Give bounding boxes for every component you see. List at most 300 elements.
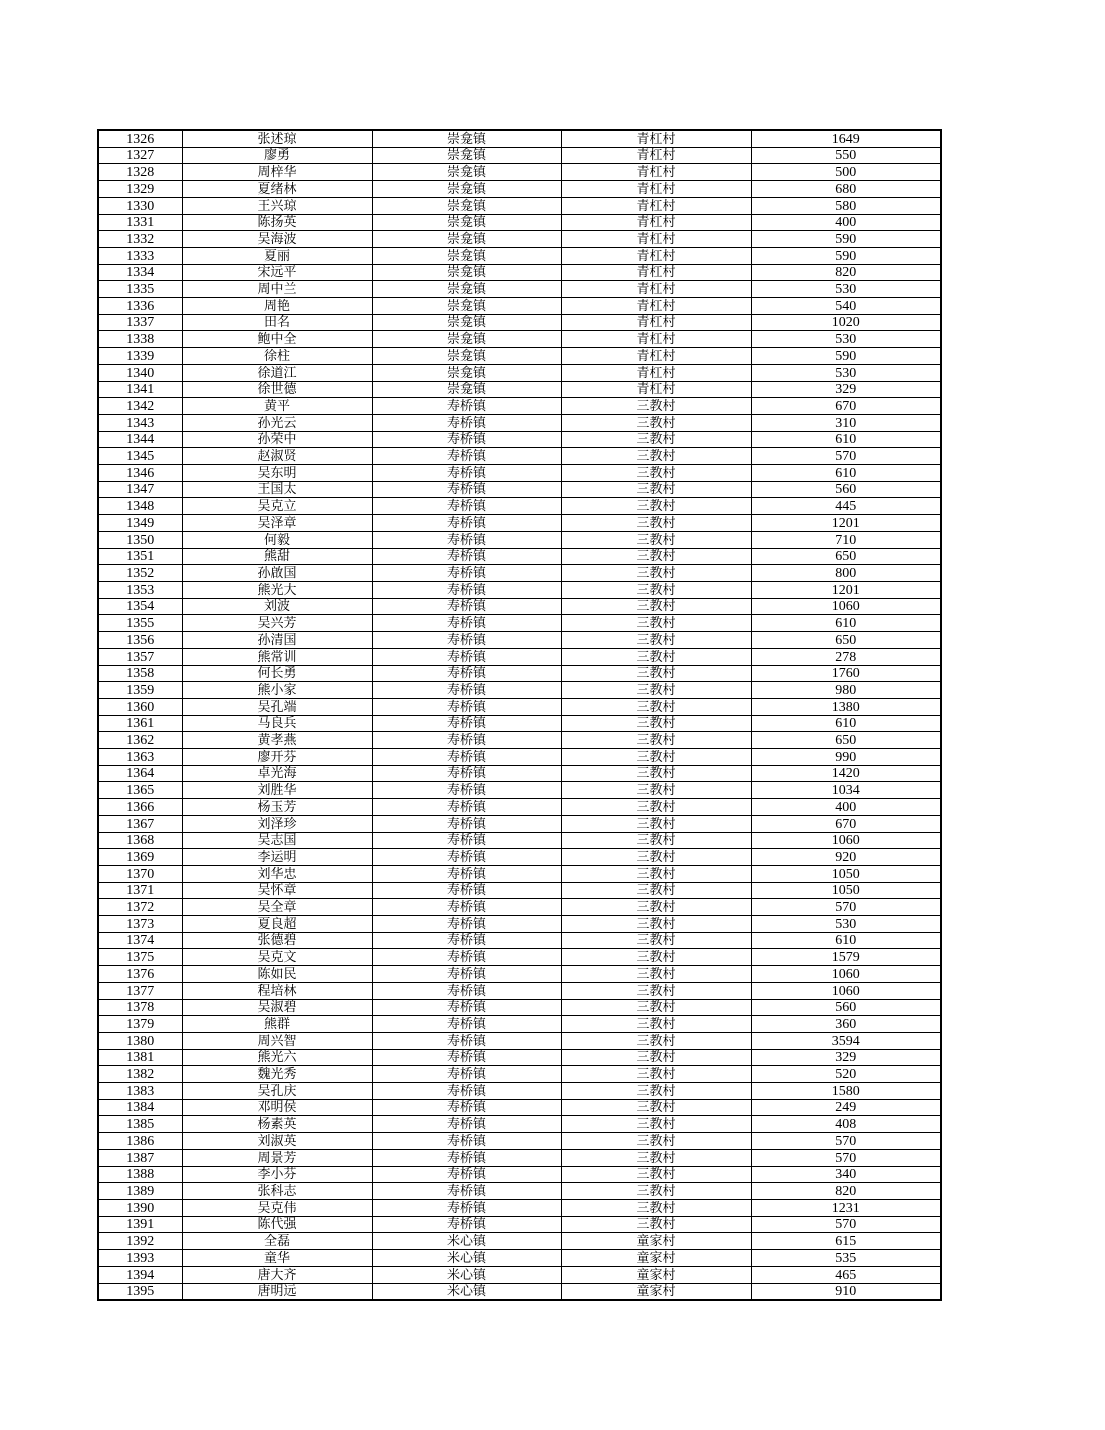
- table-row: [98, 1133, 941, 1150]
- cell-row-number: 1372: [98, 899, 182, 916]
- cell-row-number: 1355: [98, 615, 182, 632]
- table-row: [98, 932, 941, 949]
- cell-amount: 1231: [751, 1200, 941, 1217]
- cell-person-name: 李运明: [182, 849, 372, 866]
- cell-person-name: 刘胜华: [182, 782, 372, 799]
- cell-person-name: 黄孝燕: [182, 732, 372, 749]
- cell-amount: 530: [751, 281, 941, 298]
- cell-town: 寿桥镇: [372, 398, 561, 415]
- cell-village: 三教村: [561, 899, 751, 916]
- table-row: [98, 481, 941, 498]
- cell-row-number: 1345: [98, 448, 182, 465]
- cell-row-number: 1365: [98, 782, 182, 799]
- cell-town: 寿桥镇: [372, 782, 561, 799]
- cell-row-number: 1359: [98, 682, 182, 699]
- cell-amount: 920: [751, 849, 941, 866]
- cell-village: 青杠村: [561, 348, 751, 365]
- cell-village: 三教村: [561, 749, 751, 766]
- cell-person-name: 周梓华: [182, 164, 372, 181]
- cell-amount: 820: [751, 1183, 941, 1200]
- table-row: [98, 1066, 941, 1083]
- cell-row-number: 1351: [98, 548, 182, 565]
- cell-amount: 445: [751, 498, 941, 515]
- cell-village: 三教村: [561, 581, 751, 598]
- cell-person-name: 杨素英: [182, 1116, 372, 1133]
- cell-person-name: 鲍中全: [182, 331, 372, 348]
- cell-row-number: 1329: [98, 181, 182, 198]
- cell-row-number: 1350: [98, 531, 182, 548]
- cell-amount: 1380: [751, 698, 941, 715]
- cell-person-name: 徐柱: [182, 348, 372, 365]
- cell-amount: 249: [751, 1099, 941, 1116]
- cell-town: 寿桥镇: [372, 615, 561, 632]
- table-row: [98, 698, 941, 715]
- cell-amount: 560: [751, 481, 941, 498]
- table-row: [98, 1283, 941, 1300]
- cell-person-name: 孙光云: [182, 414, 372, 431]
- cell-village: 三教村: [561, 515, 751, 532]
- table-row: [98, 1032, 941, 1049]
- cell-village: 三教村: [561, 1200, 751, 1217]
- cell-amount: 1060: [751, 966, 941, 983]
- cell-row-number: 1383: [98, 1083, 182, 1100]
- cell-town: 寿桥镇: [372, 531, 561, 548]
- cell-row-number: 1337: [98, 314, 182, 331]
- table-row: [98, 665, 941, 682]
- cell-person-name: 吴克立: [182, 498, 372, 515]
- cell-village: 三教村: [561, 832, 751, 849]
- table-row: [98, 431, 941, 448]
- cell-amount: 1201: [751, 515, 941, 532]
- cell-amount: 1649: [751, 130, 941, 147]
- cell-amount: 550: [751, 147, 941, 164]
- cell-amount: 570: [751, 899, 941, 916]
- cell-town: 寿桥镇: [372, 1083, 561, 1100]
- cell-row-number: 1393: [98, 1250, 182, 1267]
- cell-person-name: 吴泽章: [182, 515, 372, 532]
- cell-person-name: 黄平: [182, 398, 372, 415]
- cell-row-number: 1381: [98, 1049, 182, 1066]
- cell-village: 三教村: [561, 648, 751, 665]
- table-row: [98, 899, 941, 916]
- table-row: [98, 1200, 941, 1217]
- cell-person-name: 徐道江: [182, 364, 372, 381]
- table-row: [98, 1049, 941, 1066]
- cell-person-name: 赵淑贤: [182, 448, 372, 465]
- table-row: [98, 782, 941, 799]
- cell-village: 三教村: [561, 1066, 751, 1083]
- cell-amount: 670: [751, 815, 941, 832]
- cell-town: 崇龛镇: [372, 264, 561, 281]
- table-row: [98, 999, 941, 1016]
- cell-person-name: 刘淑英: [182, 1133, 372, 1150]
- cell-person-name: 周艳: [182, 298, 372, 315]
- cell-village: 三教村: [561, 732, 751, 749]
- table-body: [98, 130, 941, 1300]
- table-row: [98, 849, 941, 866]
- cell-amount: 570: [751, 1149, 941, 1166]
- cell-town: 寿桥镇: [372, 1166, 561, 1183]
- table-row: [98, 1083, 941, 1100]
- cell-village: 青杠村: [561, 364, 751, 381]
- table-row: [98, 682, 941, 699]
- table-row: [98, 331, 941, 348]
- table-row: [98, 966, 941, 983]
- cell-village: 三教村: [561, 849, 751, 866]
- cell-person-name: 徐世德: [182, 381, 372, 398]
- cell-person-name: 吴怀章: [182, 882, 372, 899]
- cell-person-name: 张述琼: [182, 130, 372, 147]
- cell-row-number: 1379: [98, 1016, 182, 1033]
- cell-amount: 465: [751, 1266, 941, 1283]
- cell-village: 三教村: [561, 1166, 751, 1183]
- cell-amount: 1201: [751, 581, 941, 598]
- table-row: [98, 414, 941, 431]
- cell-town: 崇龛镇: [372, 364, 561, 381]
- cell-row-number: 1347: [98, 481, 182, 498]
- cell-row-number: 1377: [98, 982, 182, 999]
- table-row: [98, 247, 941, 264]
- cell-person-name: 邓明侯: [182, 1099, 372, 1116]
- table-row: [98, 1166, 941, 1183]
- cell-row-number: 1363: [98, 749, 182, 766]
- cell-person-name: 陈扬英: [182, 214, 372, 231]
- cell-amount: 590: [751, 348, 941, 365]
- cell-amount: 530: [751, 364, 941, 381]
- cell-village: 三教村: [561, 1216, 751, 1233]
- cell-town: 寿桥镇: [372, 732, 561, 749]
- cell-village: 三教村: [561, 1183, 751, 1200]
- cell-village: 青杠村: [561, 214, 751, 231]
- cell-town: 寿桥镇: [372, 1049, 561, 1066]
- table-row: [98, 465, 941, 482]
- cell-person-name: 熊小家: [182, 682, 372, 699]
- cell-row-number: 1348: [98, 498, 182, 515]
- cell-row-number: 1357: [98, 648, 182, 665]
- cell-village: 三教村: [561, 632, 751, 649]
- cell-row-number: 1364: [98, 765, 182, 782]
- cell-town: 寿桥镇: [372, 1016, 561, 1033]
- table-row: [98, 281, 941, 298]
- cell-person-name: 刘波: [182, 598, 372, 615]
- cell-town: 崇龛镇: [372, 281, 561, 298]
- table-row: [98, 364, 941, 381]
- cell-person-name: 熊群: [182, 1016, 372, 1033]
- table-row: [98, 749, 941, 766]
- cell-town: 寿桥镇: [372, 899, 561, 916]
- table-row: [98, 548, 941, 565]
- cell-amount: 910: [751, 1283, 941, 1300]
- cell-row-number: 1326: [98, 130, 182, 147]
- cell-person-name: 熊常训: [182, 648, 372, 665]
- table-row: [98, 1250, 941, 1267]
- cell-amount: 1050: [751, 882, 941, 899]
- cell-amount: 610: [751, 932, 941, 949]
- cell-amount: 1050: [751, 865, 941, 882]
- cell-row-number: 1339: [98, 348, 182, 365]
- cell-row-number: 1385: [98, 1116, 182, 1133]
- cell-village: 青杠村: [561, 181, 751, 198]
- cell-village: 三教村: [561, 498, 751, 515]
- cell-row-number: 1387: [98, 1149, 182, 1166]
- cell-town: 寿桥镇: [372, 949, 561, 966]
- table-row: [98, 1149, 941, 1166]
- cell-town: 寿桥镇: [372, 815, 561, 832]
- cell-row-number: 1380: [98, 1032, 182, 1049]
- cell-village: 童家村: [561, 1233, 751, 1250]
- cell-town: 寿桥镇: [372, 849, 561, 866]
- cell-row-number: 1366: [98, 799, 182, 816]
- cell-amount: 610: [751, 431, 941, 448]
- table-row: [98, 581, 941, 598]
- cell-village: 三教村: [561, 882, 751, 899]
- cell-row-number: 1382: [98, 1066, 182, 1083]
- cell-village: 三教村: [561, 1149, 751, 1166]
- cell-town: 寿桥镇: [372, 431, 561, 448]
- cell-amount: 520: [751, 1066, 941, 1083]
- cell-row-number: 1335: [98, 281, 182, 298]
- table-row: [98, 264, 941, 281]
- cell-town: 寿桥镇: [372, 799, 561, 816]
- table-row: [98, 214, 941, 231]
- cell-amount: 540: [751, 298, 941, 315]
- cell-amount: 329: [751, 1049, 941, 1066]
- cell-town: 寿桥镇: [372, 414, 561, 431]
- cell-town: 寿桥镇: [372, 498, 561, 515]
- cell-amount: 670: [751, 398, 941, 415]
- cell-person-name: 熊光大: [182, 581, 372, 598]
- data-table: [97, 129, 942, 1301]
- cell-row-number: 1374: [98, 932, 182, 949]
- table-row: [98, 181, 941, 198]
- cell-amount: 1060: [751, 598, 941, 615]
- cell-amount: 310: [751, 414, 941, 431]
- table-row: [98, 1099, 941, 1116]
- cell-row-number: 1361: [98, 715, 182, 732]
- cell-village: 三教村: [561, 1099, 751, 1116]
- cell-village: 三教村: [561, 966, 751, 983]
- cell-village: 青杠村: [561, 331, 751, 348]
- table-row: [98, 164, 941, 181]
- cell-row-number: 1395: [98, 1283, 182, 1300]
- cell-person-name: 魏光秀: [182, 1066, 372, 1083]
- cell-amount: 820: [751, 264, 941, 281]
- cell-village: 三教村: [561, 1016, 751, 1033]
- cell-row-number: 1336: [98, 298, 182, 315]
- cell-town: 寿桥镇: [372, 966, 561, 983]
- cell-town: 寿桥镇: [372, 1149, 561, 1166]
- cell-person-name: 李小芬: [182, 1166, 372, 1183]
- cell-village: 青杠村: [561, 130, 751, 147]
- cell-village: 三教村: [561, 431, 751, 448]
- cell-person-name: 孙荣中: [182, 431, 372, 448]
- table-row: [98, 715, 941, 732]
- cell-person-name: 张科志: [182, 1183, 372, 1200]
- cell-village: 三教村: [561, 1049, 751, 1066]
- cell-village: 三教村: [561, 448, 751, 465]
- cell-town: 寿桥镇: [372, 999, 561, 1016]
- cell-village: 青杠村: [561, 247, 751, 264]
- cell-town: 崇龛镇: [372, 348, 561, 365]
- cell-village: 童家村: [561, 1283, 751, 1300]
- cell-row-number: 1389: [98, 1183, 182, 1200]
- cell-person-name: 何毅: [182, 531, 372, 548]
- cell-town: 寿桥镇: [372, 682, 561, 699]
- cell-village: 青杠村: [561, 298, 751, 315]
- cell-row-number: 1358: [98, 665, 182, 682]
- table-row: [98, 231, 941, 248]
- cell-row-number: 1338: [98, 331, 182, 348]
- cell-amount: 650: [751, 732, 941, 749]
- cell-town: 寿桥镇: [372, 882, 561, 899]
- cell-row-number: 1328: [98, 164, 182, 181]
- cell-village: 青杠村: [561, 197, 751, 214]
- cell-town: 寿桥镇: [372, 1032, 561, 1049]
- cell-person-name: 夏绪林: [182, 181, 372, 198]
- cell-village: 三教村: [561, 615, 751, 632]
- cell-village: 三教村: [561, 1083, 751, 1100]
- cell-town: 崇龛镇: [372, 331, 561, 348]
- table-row: [98, 865, 941, 882]
- cell-amount: 610: [751, 715, 941, 732]
- cell-village: 三教村: [561, 782, 751, 799]
- cell-row-number: 1360: [98, 698, 182, 715]
- cell-town: 寿桥镇: [372, 1116, 561, 1133]
- cell-person-name: 孙清国: [182, 632, 372, 649]
- cell-row-number: 1344: [98, 431, 182, 448]
- cell-row-number: 1354: [98, 598, 182, 615]
- cell-town: 崇龛镇: [372, 231, 561, 248]
- cell-amount: 278: [751, 648, 941, 665]
- cell-village: 三教村: [561, 398, 751, 415]
- cell-person-name: 周景芳: [182, 1149, 372, 1166]
- table-row: [98, 799, 941, 816]
- cell-row-number: 1352: [98, 565, 182, 582]
- cell-person-name: 马良兵: [182, 715, 372, 732]
- cell-town: 崇龛镇: [372, 130, 561, 147]
- cell-amount: 590: [751, 247, 941, 264]
- cell-person-name: 杨玉芳: [182, 799, 372, 816]
- cell-amount: 360: [751, 1016, 941, 1033]
- cell-village: 三教村: [561, 698, 751, 715]
- cell-amount: 1579: [751, 949, 941, 966]
- cell-row-number: 1368: [98, 832, 182, 849]
- cell-row-number: 1371: [98, 882, 182, 899]
- cell-amount: 329: [751, 381, 941, 398]
- table-row: [98, 832, 941, 849]
- cell-town: 崇龛镇: [372, 298, 561, 315]
- cell-person-name: 周中兰: [182, 281, 372, 298]
- cell-amount: 570: [751, 448, 941, 465]
- cell-row-number: 1378: [98, 999, 182, 1016]
- table-row: [98, 398, 941, 415]
- table-row: [98, 1116, 941, 1133]
- cell-town: 寿桥镇: [372, 1099, 561, 1116]
- table-row: [98, 765, 941, 782]
- cell-row-number: 1367: [98, 815, 182, 832]
- cell-town: 寿桥镇: [372, 481, 561, 498]
- table-row: [98, 916, 941, 933]
- cell-row-number: 1370: [98, 865, 182, 882]
- cell-amount: 615: [751, 1233, 941, 1250]
- table-row: [98, 598, 941, 615]
- table-row: [98, 1233, 941, 1250]
- cell-person-name: 全磊: [182, 1233, 372, 1250]
- cell-person-name: 吴兴芳: [182, 615, 372, 632]
- cell-village: 三教村: [561, 715, 751, 732]
- cell-amount: 650: [751, 548, 941, 565]
- cell-town: 崇龛镇: [372, 197, 561, 214]
- cell-amount: 1580: [751, 1083, 941, 1100]
- cell-town: 崇龛镇: [372, 164, 561, 181]
- cell-row-number: 1334: [98, 264, 182, 281]
- cell-amount: 990: [751, 749, 941, 766]
- cell-person-name: 张德碧: [182, 932, 372, 949]
- cell-person-name: 熊甜: [182, 548, 372, 565]
- cell-person-name: 程培林: [182, 982, 372, 999]
- cell-amount: 530: [751, 916, 941, 933]
- cell-village: 三教村: [561, 465, 751, 482]
- cell-village: 三教村: [561, 799, 751, 816]
- cell-town: 崇龛镇: [372, 381, 561, 398]
- cell-amount: 800: [751, 565, 941, 582]
- cell-town: 寿桥镇: [372, 515, 561, 532]
- cell-amount: 500: [751, 164, 941, 181]
- table-row: [98, 147, 941, 164]
- cell-person-name: 吴全章: [182, 899, 372, 916]
- table-row: [98, 448, 941, 465]
- cell-amount: 3594: [751, 1032, 941, 1049]
- cell-village: 三教村: [561, 765, 751, 782]
- cell-row-number: 1394: [98, 1266, 182, 1283]
- cell-village: 青杠村: [561, 264, 751, 281]
- cell-village: 青杠村: [561, 147, 751, 164]
- cell-town: 寿桥镇: [372, 865, 561, 882]
- cell-amount: 340: [751, 1166, 941, 1183]
- cell-row-number: 1341: [98, 381, 182, 398]
- cell-row-number: 1386: [98, 1133, 182, 1150]
- cell-village: 青杠村: [561, 314, 751, 331]
- cell-town: 寿桥镇: [372, 1216, 561, 1233]
- table-row: [98, 615, 941, 632]
- cell-person-name: 宋远平: [182, 264, 372, 281]
- cell-village: 三教村: [561, 481, 751, 498]
- cell-town: 米心镇: [372, 1233, 561, 1250]
- cell-town: 寿桥镇: [372, 598, 561, 615]
- cell-town: 崇龛镇: [372, 314, 561, 331]
- cell-row-number: 1390: [98, 1200, 182, 1217]
- cell-village: 三教村: [561, 932, 751, 949]
- cell-person-name: 廖勇: [182, 147, 372, 164]
- cell-village: 童家村: [561, 1250, 751, 1267]
- cell-village: 三教村: [561, 682, 751, 699]
- cell-person-name: 吴克伟: [182, 1200, 372, 1217]
- cell-person-name: 陈如民: [182, 966, 372, 983]
- cell-village: 三教村: [561, 815, 751, 832]
- cell-village: 三教村: [561, 665, 751, 682]
- cell-town: 寿桥镇: [372, 749, 561, 766]
- cell-village: 童家村: [561, 1266, 751, 1283]
- cell-row-number: 1342: [98, 398, 182, 415]
- cell-person-name: 夏良超: [182, 916, 372, 933]
- cell-village: 青杠村: [561, 381, 751, 398]
- cell-amount: 680: [751, 181, 941, 198]
- cell-row-number: 1332: [98, 231, 182, 248]
- table-row: [98, 815, 941, 832]
- cell-village: 三教村: [561, 531, 751, 548]
- cell-town: 寿桥镇: [372, 448, 561, 465]
- cell-person-name: 刘泽珍: [182, 815, 372, 832]
